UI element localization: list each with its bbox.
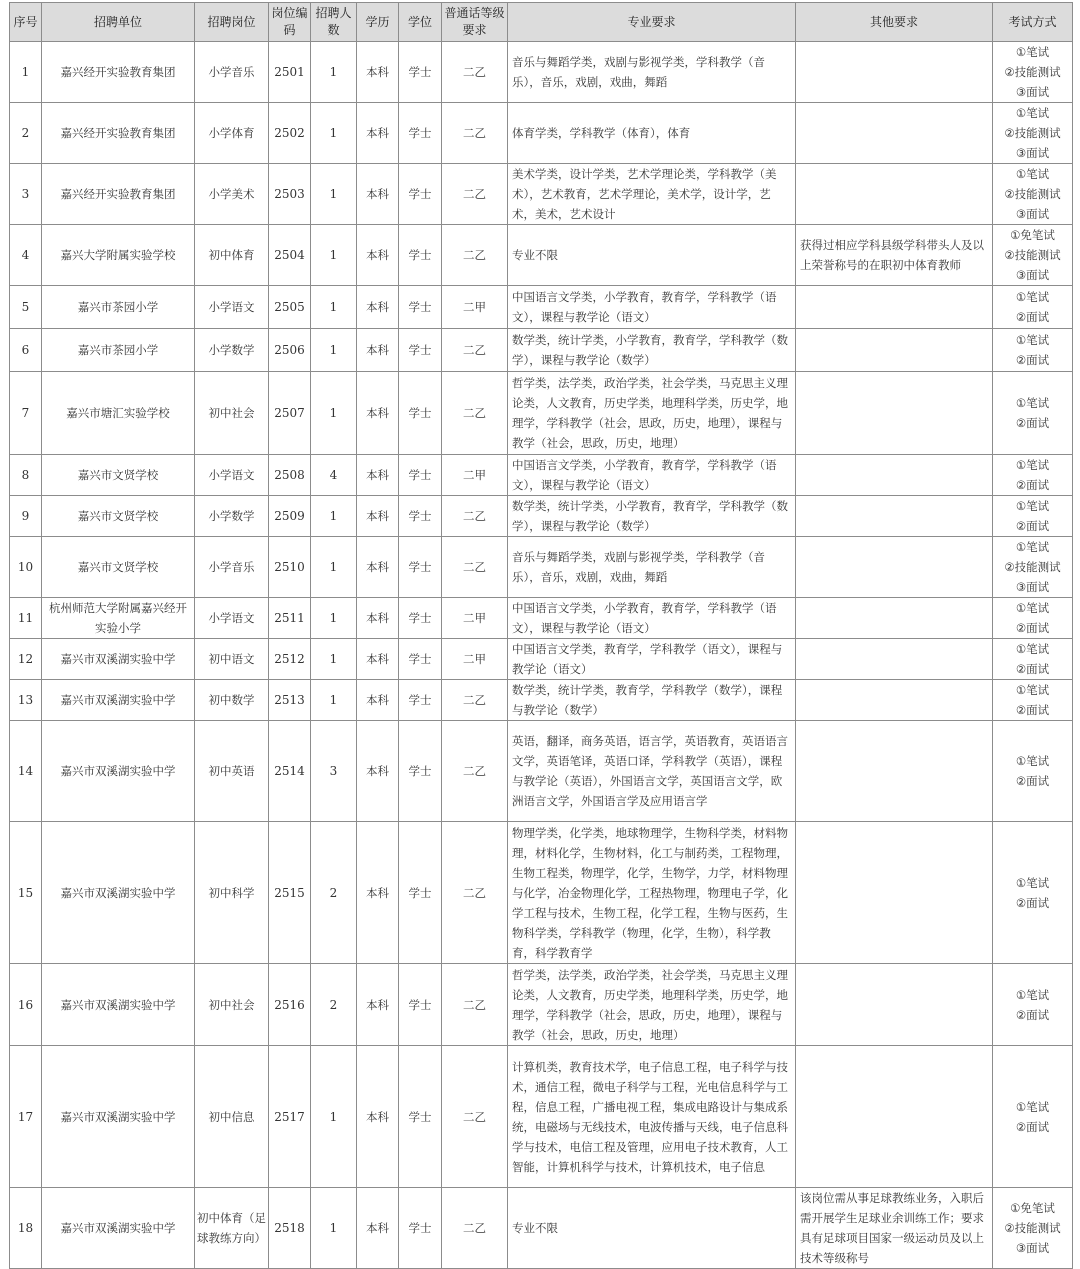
cell-mandarin: 二乙 <box>442 964 508 1046</box>
cell-exam: ①笔试 ②面试 <box>993 329 1073 372</box>
cell-seq: 17 <box>10 1046 42 1188</box>
table-row <box>10 680 1073 721</box>
cell-count: 2 <box>311 822 357 964</box>
cell-unit: 杭州师范大学附属嘉兴经开实验小学 <box>42 598 195 639</box>
cell-edu: 本科 <box>357 680 399 721</box>
table-row <box>10 964 1073 1046</box>
cell-count: 1 <box>311 103 357 164</box>
cell-major: 英语，翻译，商务英语，语言学，英语教育，英语语言文学，英语笔译，英语口译，学科教学（英语），课程与教学论（英语），外国语言文学，英国语言文学，欧洲语言文学，外国语言学及应用语言学 <box>508 721 796 822</box>
cell-mandarin: 二甲 <box>442 639 508 680</box>
cell-edu: 本科 <box>357 1188 399 1269</box>
cell-edu: 本科 <box>357 721 399 822</box>
cell-post: 初中体育 <box>195 225 269 286</box>
cell-code: 2507 <box>269 372 311 455</box>
table-row <box>10 103 1073 164</box>
cell-mandarin: 二乙 <box>442 680 508 721</box>
cell-unit: 嘉兴经开实验教育集团 <box>42 164 195 225</box>
cell-seq: 5 <box>10 286 42 329</box>
cell-other <box>796 329 993 372</box>
cell-edu: 本科 <box>357 496 399 537</box>
cell-exam: ①笔试 ②面试 <box>993 372 1073 455</box>
cell-edu: 本科 <box>357 372 399 455</box>
cell-degree: 学士 <box>399 639 442 680</box>
cell-major: 数学类，统计学类，教育学，学科教学（数学），课程与教学论（数学） <box>508 680 796 721</box>
cell-major: 专业不限 <box>508 225 796 286</box>
cell-post: 初中语文 <box>195 639 269 680</box>
cell-major: 哲学类，法学类，政治学类，社会学类，马克思主义理论类，人文教育，历史学类，地理科学类，历史学，地理学，学科教学（社会，思政，历史，地理），课程与教学（社会，思政，历史，地理） <box>508 964 796 1046</box>
cell-unit: 嘉兴大学附属实验学校 <box>42 225 195 286</box>
cell-count: 2 <box>311 964 357 1046</box>
cell-major: 中国语言文学类，小学教育，教育学，学科教学（语文），课程与教学论（语文） <box>508 455 796 496</box>
header-row <box>10 3 1073 42</box>
cell-degree: 学士 <box>399 455 442 496</box>
cell-other <box>796 1046 993 1188</box>
cell-major: 中国语言文学类，小学教育，教育学，学科教学（语文），课程与教学论（语文） <box>508 286 796 329</box>
cell-seq: 4 <box>10 225 42 286</box>
cell-mandarin: 二甲 <box>442 598 508 639</box>
cell-post: 初中数学 <box>195 680 269 721</box>
cell-other <box>796 372 993 455</box>
cell-code: 2505 <box>269 286 311 329</box>
cell-post: 小学语文 <box>195 455 269 496</box>
cell-post: 初中信息 <box>195 1046 269 1188</box>
table-row <box>10 639 1073 680</box>
cell-unit: 嘉兴市双溪湖实验中学 <box>42 721 195 822</box>
cell-unit: 嘉兴市双溪湖实验中学 <box>42 680 195 721</box>
cell-seq: 18 <box>10 1188 42 1269</box>
cell-exam: ①笔试 ②技能测试 ③面试 <box>993 42 1073 103</box>
cell-post: 小学数学 <box>195 329 269 372</box>
cell-edu: 本科 <box>357 822 399 964</box>
table-row <box>10 1188 1073 1269</box>
cell-other <box>796 286 993 329</box>
header-seq: 序号 <box>10 3 42 42</box>
cell-count: 1 <box>311 42 357 103</box>
cell-count: 1 <box>311 639 357 680</box>
header-major: 专业要求 <box>508 3 796 42</box>
cell-mandarin: 二乙 <box>442 496 508 537</box>
cell-other <box>796 822 993 964</box>
cell-post: 小学语文 <box>195 286 269 329</box>
table-row <box>10 822 1073 964</box>
cell-mandarin: 二乙 <box>442 103 508 164</box>
table-row <box>10 598 1073 639</box>
cell-code: 2508 <box>269 455 311 496</box>
cell-code: 2510 <box>269 537 311 598</box>
cell-post: 初中社会 <box>195 964 269 1046</box>
cell-post: 初中科学 <box>195 822 269 964</box>
cell-post: 初中社会 <box>195 372 269 455</box>
cell-degree: 学士 <box>399 1046 442 1188</box>
cell-degree: 学士 <box>399 164 442 225</box>
recruitment-table <box>9 2 1073 1269</box>
cell-major: 体育学类，学科教学（体育），体育 <box>508 103 796 164</box>
header-exam: 考试方式 <box>993 3 1073 42</box>
cell-exam: ①笔试 ②面试 <box>993 286 1073 329</box>
table-row <box>10 164 1073 225</box>
cell-mandarin: 二乙 <box>442 721 508 822</box>
cell-degree: 学士 <box>399 598 442 639</box>
cell-code: 2517 <box>269 1046 311 1188</box>
header-edu: 学历 <box>357 3 399 42</box>
cell-other <box>796 598 993 639</box>
cell-count: 1 <box>311 680 357 721</box>
cell-count: 3 <box>311 721 357 822</box>
cell-unit: 嘉兴经开实验教育集团 <box>42 42 195 103</box>
cell-major: 音乐与舞蹈学类，戏剧与影视学类，学科教学（音乐），音乐，戏剧，戏曲，舞蹈 <box>508 42 796 103</box>
cell-exam: ①笔试 ②面试 <box>993 455 1073 496</box>
cell-unit: 嘉兴市文贤学校 <box>42 537 195 598</box>
cell-exam: ①笔试 ②面试 <box>993 598 1073 639</box>
cell-mandarin: 二甲 <box>442 455 508 496</box>
cell-edu: 本科 <box>357 598 399 639</box>
cell-code: 2514 <box>269 721 311 822</box>
cell-seq: 10 <box>10 537 42 598</box>
cell-edu: 本科 <box>357 329 399 372</box>
cell-mandarin: 二乙 <box>442 225 508 286</box>
cell-major: 专业不限 <box>508 1188 796 1269</box>
cell-mandarin: 二乙 <box>442 372 508 455</box>
table-row <box>10 225 1073 286</box>
cell-edu: 本科 <box>357 286 399 329</box>
cell-count: 1 <box>311 537 357 598</box>
cell-degree: 学士 <box>399 680 442 721</box>
cell-seq: 6 <box>10 329 42 372</box>
cell-exam: ①笔试 ②面试 <box>993 496 1073 537</box>
cell-seq: 3 <box>10 164 42 225</box>
table-row <box>10 329 1073 372</box>
cell-degree: 学士 <box>399 1188 442 1269</box>
cell-edu: 本科 <box>357 537 399 598</box>
cell-unit: 嘉兴市茶园小学 <box>42 286 195 329</box>
cell-degree: 学士 <box>399 372 442 455</box>
cell-code: 2503 <box>269 164 311 225</box>
cell-unit: 嘉兴市双溪湖实验中学 <box>42 1188 195 1269</box>
table-row <box>10 372 1073 455</box>
cell-seq: 12 <box>10 639 42 680</box>
header-code: 岗位编码 <box>269 3 311 42</box>
cell-seq: 1 <box>10 42 42 103</box>
header-unit: 招聘单位 <box>42 3 195 42</box>
cell-other <box>796 721 993 822</box>
cell-post: 小学体育 <box>195 103 269 164</box>
cell-unit: 嘉兴市双溪湖实验中学 <box>42 639 195 680</box>
table-row <box>10 721 1073 822</box>
cell-code: 2502 <box>269 103 311 164</box>
cell-other <box>796 164 993 225</box>
cell-mandarin: 二乙 <box>442 537 508 598</box>
table-row <box>10 537 1073 598</box>
cell-edu: 本科 <box>357 639 399 680</box>
cell-code: 2506 <box>269 329 311 372</box>
cell-degree: 学士 <box>399 42 442 103</box>
cell-degree: 学士 <box>399 286 442 329</box>
cell-post: 小学美术 <box>195 164 269 225</box>
cell-major: 中国语言文学类，教育学，学科教学（语文），课程与教学论（语文） <box>508 639 796 680</box>
cell-mandarin: 二乙 <box>442 1046 508 1188</box>
cell-code: 2516 <box>269 964 311 1046</box>
table-body <box>10 42 1073 1269</box>
cell-mandarin: 二乙 <box>442 329 508 372</box>
cell-count: 1 <box>311 225 357 286</box>
cell-other <box>796 680 993 721</box>
cell-edu: 本科 <box>357 1046 399 1188</box>
cell-count: 1 <box>311 286 357 329</box>
cell-code: 2501 <box>269 42 311 103</box>
cell-count: 1 <box>311 496 357 537</box>
cell-seq: 8 <box>10 455 42 496</box>
cell-post: 小学音乐 <box>195 537 269 598</box>
cell-exam: ①免笔试 ②技能测试 ③面试 <box>993 225 1073 286</box>
cell-mandarin: 二乙 <box>442 1188 508 1269</box>
cell-edu: 本科 <box>357 225 399 286</box>
cell-major: 计算机类，教育技术学，电子信息工程，电子科学与技术，通信工程，微电子科学与工程，光电信息科学与工程，信息工程，广播电视工程，集成电路设计与集成系统，电磁场与无线技术，电波传播与天线，电子信息科学与技术，电信工程及管理，应用电子技术教育，人工智能，计算机科学与技术，计算机技术，电子信息 <box>508 1046 796 1188</box>
cell-post: 初中英语 <box>195 721 269 822</box>
cell-degree: 学士 <box>399 496 442 537</box>
cell-exam: ①笔试 ②技能测试 ③面试 <box>993 537 1073 598</box>
cell-count: 1 <box>311 329 357 372</box>
cell-other <box>796 455 993 496</box>
cell-seq: 2 <box>10 103 42 164</box>
header-mandarin: 普通话等级要求 <box>442 3 508 42</box>
cell-count: 1 <box>311 598 357 639</box>
table-row <box>10 1046 1073 1188</box>
cell-degree: 学士 <box>399 103 442 164</box>
cell-other <box>796 964 993 1046</box>
cell-other <box>796 42 993 103</box>
header-count: 招聘人数 <box>311 3 357 42</box>
cell-other: 获得过相应学科县级学科带头人及以上荣誉称号的在职初中体育教师 <box>796 225 993 286</box>
cell-edu: 本科 <box>357 964 399 1046</box>
cell-seq: 13 <box>10 680 42 721</box>
table-row <box>10 455 1073 496</box>
cell-degree: 学士 <box>399 721 442 822</box>
cell-post: 小学语文 <box>195 598 269 639</box>
cell-seq: 15 <box>10 822 42 964</box>
header-degree: 学位 <box>399 3 442 42</box>
cell-major: 中国语言文学类，小学教育，教育学，学科教学（语文），课程与教学论（语文） <box>508 598 796 639</box>
cell-seq: 7 <box>10 372 42 455</box>
cell-seq: 11 <box>10 598 42 639</box>
cell-exam: ①笔试 ②面试 <box>993 639 1073 680</box>
header-post: 招聘岗位 <box>195 3 269 42</box>
cell-major: 物理学类，化学类，地球物理学，生物科学类，材料物理，材料化学，生物材料，化工与制药类，工程物理，生物工程类，物理学，化学，生物学，力学，材料物理与化学，冶金物理化学，工程热物理，物理电子学，化学工程与技术，生物工程，化学工程，生物与医药，生物科学类，学科教学（物理，化学，生物），科学教育，科学教育学 <box>508 822 796 964</box>
cell-edu: 本科 <box>357 103 399 164</box>
cell-other <box>796 639 993 680</box>
cell-post: 小学数学 <box>195 496 269 537</box>
cell-exam: ①笔试 ②面试 <box>993 964 1073 1046</box>
cell-code: 2509 <box>269 496 311 537</box>
cell-exam: ①笔试 ②面试 <box>993 1046 1073 1188</box>
cell-major: 美术学类，设计学类，艺术学理论类，学科教学（美术），艺术教育，艺术学理论，美术学，设计学，艺术，美术，艺术设计 <box>508 164 796 225</box>
cell-other <box>796 496 993 537</box>
cell-exam: ①笔试 ②技能测试 ③面试 <box>993 164 1073 225</box>
cell-major: 数学类，统计学类，小学教育，教育学，学科教学（数学），课程与教学论（数学） <box>508 496 796 537</box>
cell-edu: 本科 <box>357 455 399 496</box>
cell-code: 2511 <box>269 598 311 639</box>
cell-other <box>796 537 993 598</box>
cell-unit: 嘉兴经开实验教育集团 <box>42 103 195 164</box>
cell-exam: ①笔试 ②面试 <box>993 680 1073 721</box>
cell-unit: 嘉兴市文贤学校 <box>42 496 195 537</box>
cell-post: 小学音乐 <box>195 42 269 103</box>
cell-seq: 9 <box>10 496 42 537</box>
table-row <box>10 496 1073 537</box>
cell-post: 初中体育（足球教练方向） <box>195 1188 269 1269</box>
cell-degree: 学士 <box>399 964 442 1046</box>
cell-count: 1 <box>311 1046 357 1188</box>
cell-code: 2504 <box>269 225 311 286</box>
table-row <box>10 42 1073 103</box>
cell-mandarin: 二乙 <box>442 42 508 103</box>
cell-exam: ①笔试 ②面试 <box>993 822 1073 964</box>
cell-degree: 学士 <box>399 225 442 286</box>
cell-unit: 嘉兴市双溪湖实验中学 <box>42 822 195 964</box>
cell-unit: 嘉兴市茶园小学 <box>42 329 195 372</box>
header-other: 其他要求 <box>796 3 993 42</box>
cell-mandarin: 二甲 <box>442 286 508 329</box>
cell-unit: 嘉兴市文贤学校 <box>42 455 195 496</box>
cell-code: 2512 <box>269 639 311 680</box>
cell-edu: 本科 <box>357 42 399 103</box>
cell-edu: 本科 <box>357 164 399 225</box>
cell-exam: ①笔试 ②面试 <box>993 721 1073 822</box>
cell-exam: ①免笔试 ②技能测试 ③面试 <box>993 1188 1073 1269</box>
table-row <box>10 286 1073 329</box>
cell-degree: 学士 <box>399 822 442 964</box>
cell-code: 2518 <box>269 1188 311 1269</box>
cell-unit: 嘉兴市双溪湖实验中学 <box>42 964 195 1046</box>
cell-code: 2515 <box>269 822 311 964</box>
cell-seq: 16 <box>10 964 42 1046</box>
cell-major: 数学类，统计学类，小学教育，教育学，学科教学（数学），课程与教学论（数学） <box>508 329 796 372</box>
cell-count: 1 <box>311 164 357 225</box>
cell-major: 哲学类，法学类，政治学类，社会学类，马克思主义理论类，人文教育，历史学类，地理科学类，历史学，地理学，学科教学（社会，思政，历史，地理），课程与教学（社会，思政，历史，地理） <box>508 372 796 455</box>
cell-exam: ①笔试 ②技能测试 ③面试 <box>993 103 1073 164</box>
cell-major: 音乐与舞蹈学类，戏剧与影视学类，学科教学（音乐），音乐，戏剧，戏曲，舞蹈 <box>508 537 796 598</box>
cell-code: 2513 <box>269 680 311 721</box>
cell-mandarin: 二乙 <box>442 164 508 225</box>
cell-other <box>796 103 993 164</box>
cell-degree: 学士 <box>399 537 442 598</box>
cell-count: 4 <box>311 455 357 496</box>
cell-seq: 14 <box>10 721 42 822</box>
cell-other: 该岗位需从事足球教练业务，入职后需开展学生足球业余训练工作；要求具有足球项目国家一级运动员及以上技术等级称号 <box>796 1188 993 1269</box>
cell-count: 1 <box>311 1188 357 1269</box>
cell-unit: 嘉兴市双溪湖实验中学 <box>42 1046 195 1188</box>
cell-degree: 学士 <box>399 329 442 372</box>
cell-unit: 嘉兴市塘汇实验学校 <box>42 372 195 455</box>
cell-mandarin: 二乙 <box>442 822 508 964</box>
cell-count: 1 <box>311 372 357 455</box>
